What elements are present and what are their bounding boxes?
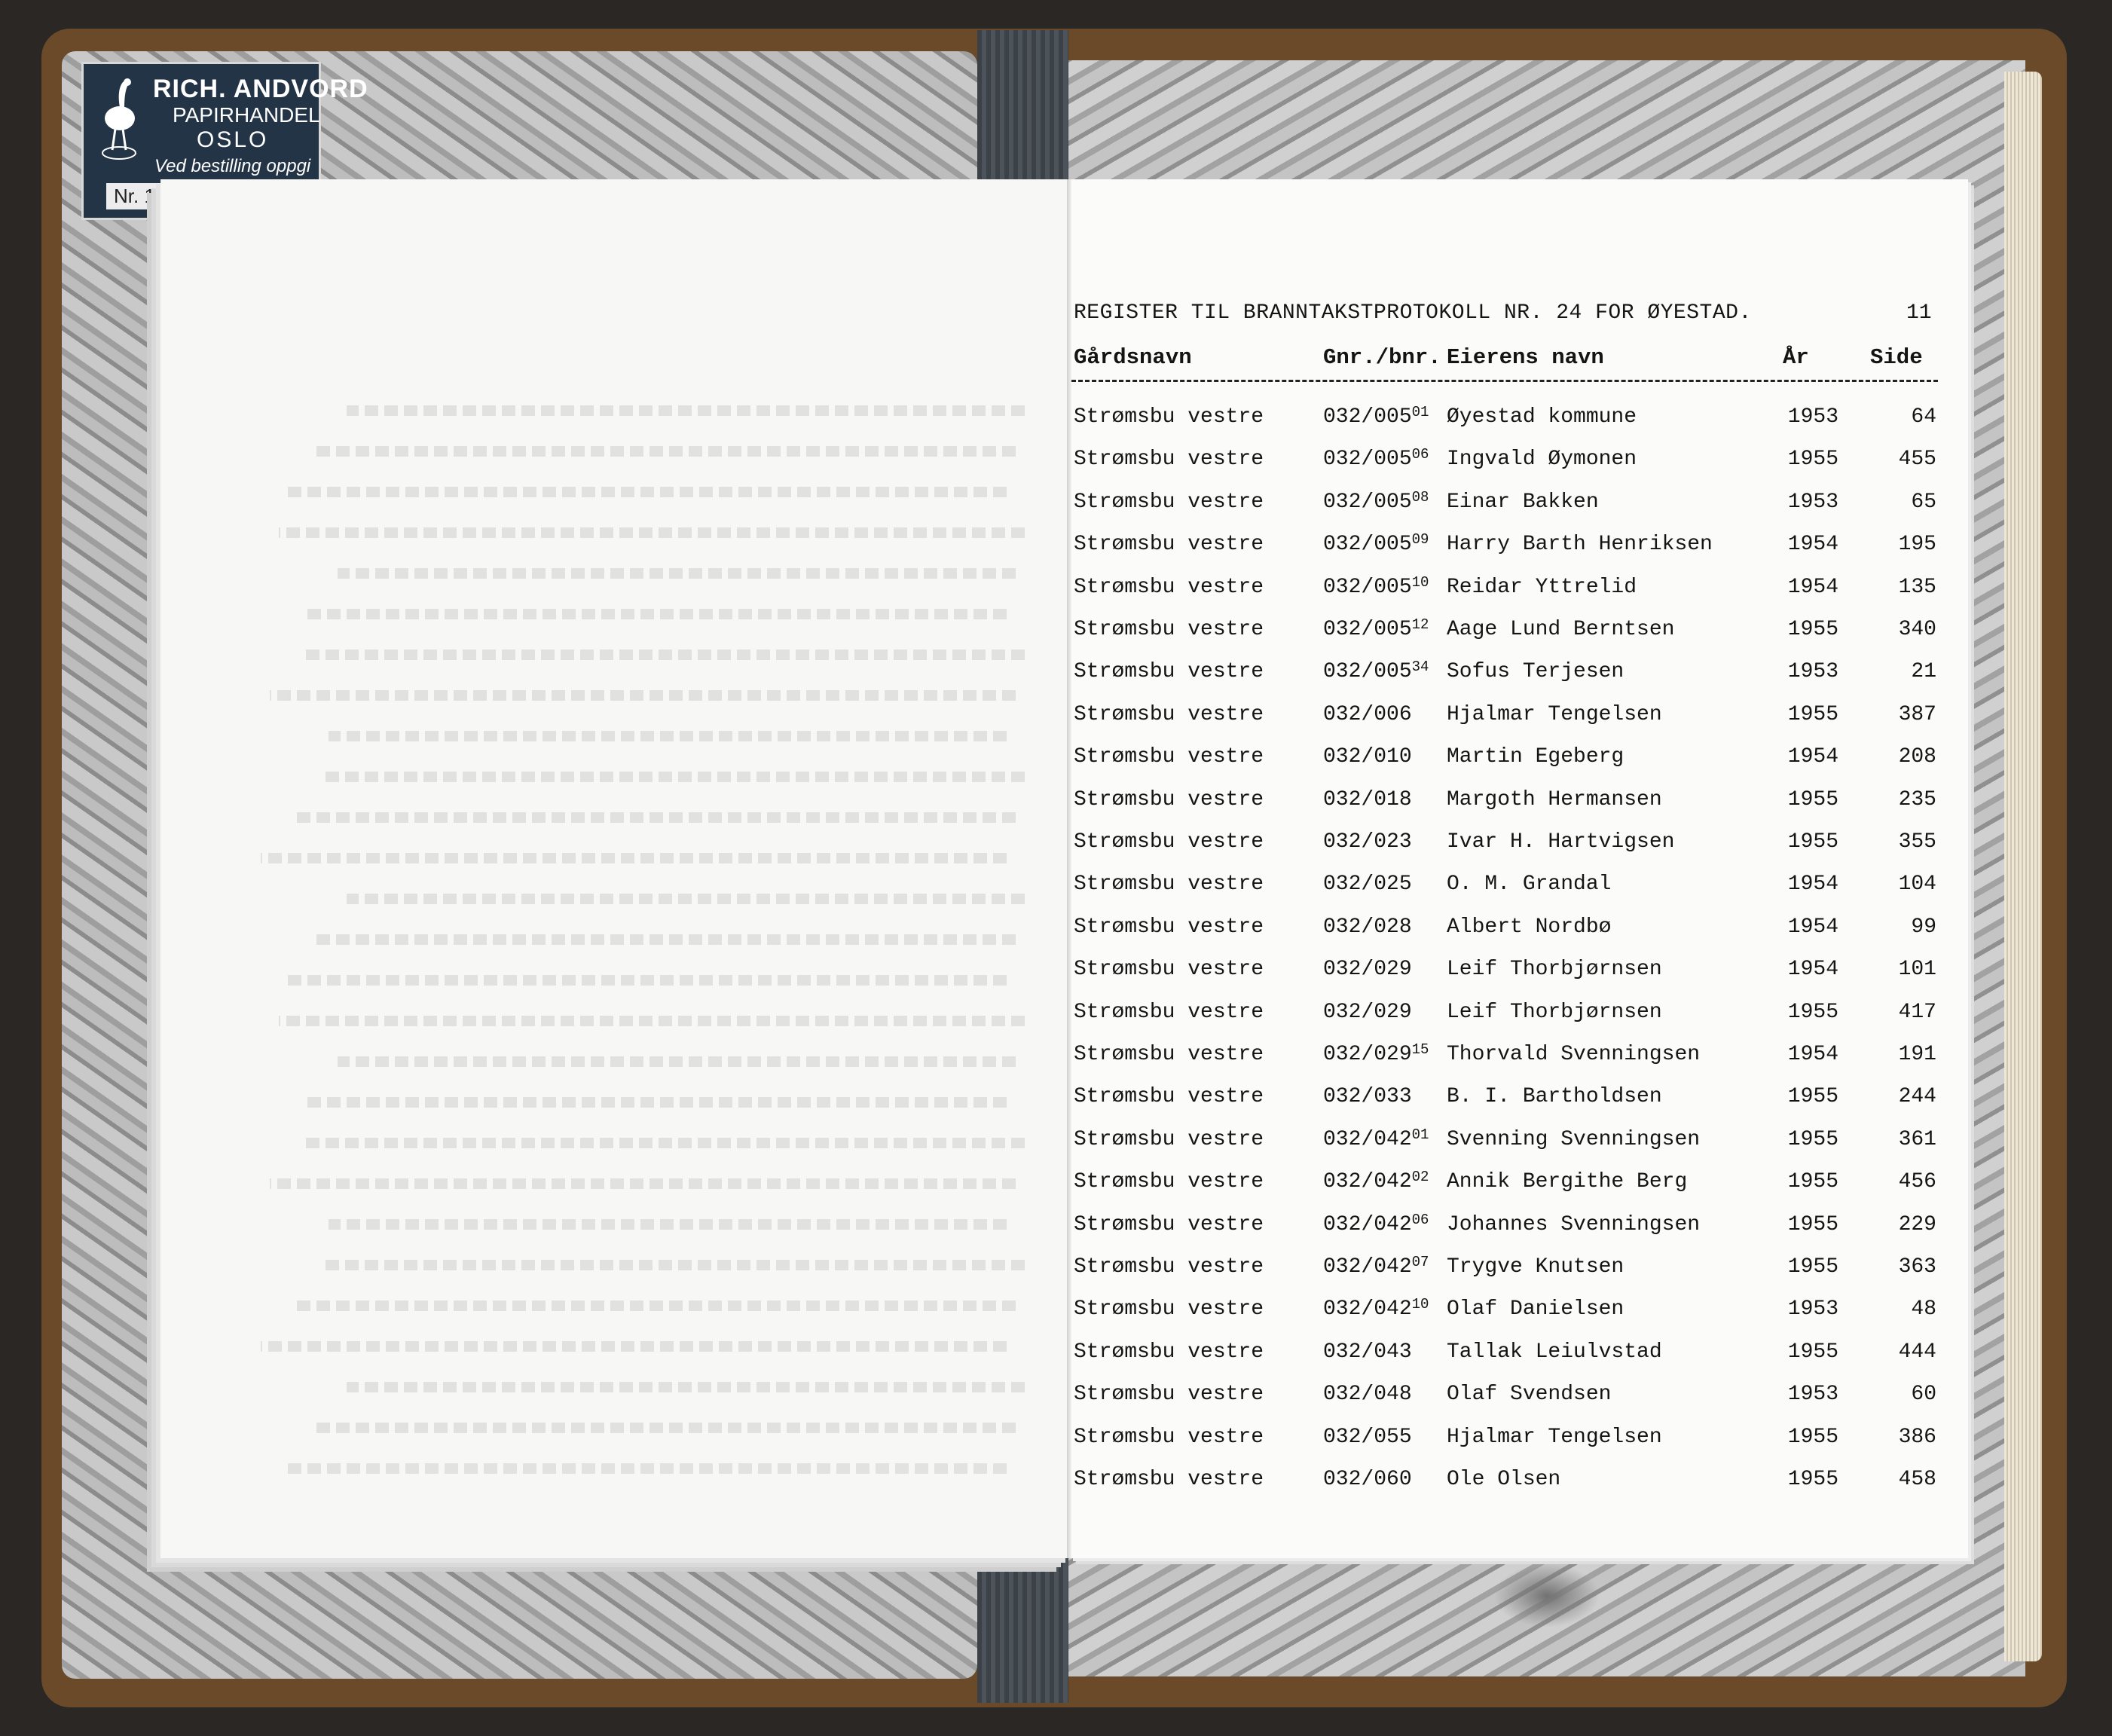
side-cell: 340	[1898, 618, 1936, 641]
farm-name-cell: Strømsbu vestre	[1074, 958, 1264, 981]
year-cell: 1953	[1787, 1383, 1838, 1406]
year-cell: 1953	[1787, 405, 1838, 429]
owner-name-cell: Martin Egeberg	[1447, 745, 1624, 769]
table-row	[0, 1213, 2112, 1243]
gnr-bnr-cell: 032/060	[1323, 1468, 1412, 1491]
column-header-owner: Eierens navn	[1447, 345, 1604, 370]
side-cell: 458	[1898, 1468, 1936, 1491]
side-cell: 60	[1911, 1383, 1936, 1406]
gnr-bnr-cell: 032/029	[1323, 1001, 1412, 1024]
table-row	[0, 1085, 2112, 1115]
column-header-gnr: Gnr./bnr.	[1323, 345, 1441, 370]
side-cell: 21	[1911, 660, 1936, 683]
gnr-bnr-cell: $032/042^{10}$	[1323, 1296, 1429, 1321]
table-row	[0, 405, 2112, 436]
table-row	[0, 618, 2112, 648]
table-row	[0, 1128, 2112, 1158]
gnr-suffix: 02	[1411, 1169, 1429, 1185]
owner-name-cell: Aage Lund Berntsen	[1447, 618, 1675, 641]
farm-name-cell: Strømsbu vestre	[1074, 1468, 1264, 1491]
year-cell: 1954	[1787, 745, 1838, 769]
table-row	[0, 1255, 2112, 1285]
gnr-bnr-cell: $032/005^{09}$	[1323, 531, 1429, 556]
year-cell: 1954	[1787, 576, 1838, 599]
farm-name-cell: Strømsbu vestre	[1074, 745, 1264, 769]
owner-name-cell: Harry Barth Henriksen	[1447, 533, 1713, 556]
side-cell: 244	[1898, 1085, 1936, 1108]
gnr-bnr-cell: 032/018	[1323, 788, 1412, 811]
gnr-suffix: 07	[1411, 1254, 1429, 1270]
table-row	[0, 1468, 2112, 1498]
owner-name-cell: B. I. Bartholdsen	[1447, 1085, 1662, 1108]
table-row	[0, 1043, 2112, 1073]
table-row	[0, 1426, 2112, 1456]
side-cell: 444	[1898, 1340, 1936, 1364]
year-cell: 1953	[1787, 491, 1838, 514]
farm-name-cell: Strømsbu vestre	[1074, 788, 1264, 811]
side-cell: 363	[1898, 1255, 1936, 1279]
owner-name-cell: Øyestad kommune	[1447, 405, 1637, 429]
bleedthrough-line	[301, 649, 1025, 660]
gnr-bnr-cell: 032/023	[1323, 830, 1412, 854]
farm-name-cell: Strømsbu vestre	[1074, 660, 1264, 683]
owner-name-cell: Margoth Hermansen	[1447, 788, 1662, 811]
gnr-bnr-cell: 032/043	[1323, 1340, 1412, 1364]
gnr-bnr-cell: 032/055	[1323, 1426, 1412, 1449]
table-row	[0, 830, 2112, 860]
gnr-bnr-cell: $032/005^{34}$	[1323, 659, 1429, 683]
side-cell: 99	[1911, 915, 1936, 939]
year-cell: 1955	[1787, 1340, 1838, 1364]
year-cell: 1954	[1787, 958, 1838, 981]
register-title: REGISTER TIL BRANNTAKSTPROTOKOLL NR. 24 FOR ØYESTAD.	[1074, 301, 1752, 325]
owner-name-cell: Einar Bakken	[1447, 491, 1599, 514]
year-cell: 1955	[1787, 1468, 1838, 1491]
header-rule	[1071, 380, 1938, 382]
owner-name-cell: Tallak Leiulvstad	[1447, 1340, 1662, 1364]
year-cell: 1955	[1787, 448, 1838, 471]
farm-name-cell: Strømsbu vestre	[1074, 1426, 1264, 1449]
year-cell: 1955	[1787, 1170, 1838, 1194]
farm-name-cell: Strømsbu vestre	[1074, 830, 1264, 854]
gnr-bnr-cell: $032/042^{07}$	[1323, 1254, 1429, 1279]
gnr-suffix: 15	[1411, 1041, 1429, 1058]
side-cell: 387	[1898, 703, 1936, 726]
gnr-suffix: 08	[1411, 489, 1429, 506]
table-row	[0, 660, 2112, 690]
owner-name-cell: Ivar H. Hartvigsen	[1447, 830, 1675, 854]
farm-name-cell: Strømsbu vestre	[1074, 1128, 1264, 1151]
bleedthrough-line	[270, 690, 1016, 701]
farm-name-cell: Strømsbu vestre	[1074, 703, 1264, 726]
farm-name-cell: Strømsbu vestre	[1074, 1340, 1264, 1364]
farm-name-cell: Strømsbu vestre	[1074, 491, 1264, 514]
label-city: OSLO	[197, 127, 269, 152]
farm-name-cell: Strømsbu vestre	[1074, 1170, 1264, 1194]
year-cell: 1954	[1787, 533, 1838, 556]
year-cell: 1955	[1787, 830, 1838, 854]
page-block-edge	[2004, 72, 2042, 1661]
table-row	[0, 1383, 2112, 1413]
table-row	[0, 576, 2112, 606]
side-cell: 191	[1898, 1043, 1936, 1066]
farm-name-cell: Strømsbu vestre	[1074, 1297, 1264, 1321]
table-row	[0, 491, 2112, 521]
owner-name-cell: Ingvald Øymonen	[1447, 448, 1637, 471]
owner-name-cell: Olaf Danielsen	[1447, 1297, 1624, 1321]
gnr-bnr-cell: 032/033	[1323, 1085, 1412, 1108]
table-row	[0, 1340, 2112, 1371]
side-cell: 229	[1898, 1213, 1936, 1236]
year-cell: 1954	[1787, 915, 1838, 939]
gnr-suffix: 01	[1411, 1126, 1429, 1143]
table-row	[0, 915, 2112, 946]
gnr-bnr-cell: $032/005^{12}$	[1323, 616, 1429, 641]
side-cell: 195	[1898, 533, 1936, 556]
gnr-suffix: 34	[1411, 659, 1429, 675]
farm-name-cell: Strømsbu vestre	[1074, 448, 1264, 471]
gnr-bnr-cell: $032/042^{01}$	[1323, 1126, 1429, 1151]
year-cell: 1955	[1787, 1213, 1838, 1236]
gnr-suffix: 12	[1411, 616, 1429, 633]
gnr-bnr-cell: $032/005^{10}$	[1323, 574, 1429, 599]
side-cell: 64	[1911, 405, 1936, 429]
gnr-bnr-cell: $032/005^{01}$	[1323, 404, 1429, 429]
owner-name-cell: Olaf Svendsen	[1447, 1383, 1612, 1406]
gnr-bnr-cell: 032/025	[1323, 873, 1412, 896]
gnr-bnr-cell: $032/029^{15}$	[1323, 1041, 1429, 1066]
table-row	[0, 745, 2112, 775]
page-number: 11	[1906, 301, 1932, 325]
table-row	[0, 448, 2112, 478]
side-cell: 101	[1898, 958, 1936, 981]
label-trade: PAPIRHANDEL	[173, 103, 320, 127]
year-cell: 1955	[1787, 1085, 1838, 1108]
gnr-bnr-cell: 032/028	[1323, 915, 1412, 939]
gnr-bnr-cell: 032/029	[1323, 958, 1412, 981]
owner-name-cell: Leif Thorbjørnsen	[1447, 1001, 1662, 1024]
owner-name-cell: O. M. Grandal	[1447, 873, 1612, 896]
gnr-bnr-cell: $032/042^{02}$	[1323, 1169, 1429, 1194]
year-cell: 1955	[1787, 1426, 1838, 1449]
side-cell: 208	[1898, 745, 1936, 769]
gnr-bnr-cell: 032/006	[1323, 703, 1412, 726]
owner-name-cell: Annik Bergithe Berg	[1447, 1170, 1688, 1194]
owner-name-cell: Hjalmar Tengelsen	[1447, 1426, 1662, 1449]
farm-name-cell: Strømsbu vestre	[1074, 915, 1264, 939]
farm-name-cell: Strømsbu vestre	[1074, 576, 1264, 599]
owner-name-cell: Sofus Terjesen	[1447, 660, 1624, 683]
year-cell: 1953	[1787, 660, 1838, 683]
year-cell: 1954	[1787, 873, 1838, 896]
farm-name-cell: Strømsbu vestre	[1074, 618, 1264, 641]
year-cell: 1953	[1787, 1297, 1838, 1321]
gnr-suffix: 01	[1411, 404, 1429, 420]
farm-name-cell: Strømsbu vestre	[1074, 1085, 1264, 1108]
table-row	[0, 873, 2112, 903]
gnr-suffix: 09	[1411, 531, 1429, 548]
year-cell: 1954	[1787, 1043, 1838, 1066]
ostrich-logo-icon	[97, 75, 141, 165]
table-row	[0, 1001, 2112, 1031]
column-header-farm: Gårdsnavn	[1074, 345, 1192, 370]
label-company: RICH. ANDVORD	[153, 75, 368, 103]
label-number: Nr. 1	[106, 183, 227, 209]
owner-name-cell: Trygve Knutsen	[1447, 1255, 1624, 1279]
gnr-suffix: 10	[1411, 574, 1429, 591]
table-row	[0, 1170, 2112, 1200]
farm-name-cell: Strømsbu vestre	[1074, 533, 1264, 556]
column-header-year: År	[1783, 345, 1809, 370]
farm-name-cell: Strømsbu vestre	[1074, 405, 1264, 429]
gnr-bnr-cell: 032/010	[1323, 745, 1412, 769]
column-header-side: Side	[1870, 345, 1923, 370]
year-cell: 1955	[1787, 1001, 1838, 1024]
year-cell: 1955	[1787, 1128, 1838, 1151]
owner-name-cell: Thorvald Svenningsen	[1447, 1043, 1701, 1066]
farm-name-cell: Strømsbu vestre	[1074, 1001, 1264, 1024]
gnr-bnr-cell: $032/042^{06}$	[1323, 1212, 1429, 1236]
owner-name-cell: Albert Nordbø	[1447, 915, 1612, 939]
side-cell: 48	[1911, 1297, 1936, 1321]
owner-name-cell: Svenning Svenningsen	[1447, 1128, 1701, 1151]
label-note: Ved bestilling oppgi	[154, 156, 311, 176]
owner-name-cell: Leif Thorbjørnsen	[1447, 958, 1662, 981]
side-cell: 355	[1898, 830, 1936, 854]
side-cell: 135	[1898, 576, 1936, 599]
owner-name-cell: Johannes Svenningsen	[1447, 1213, 1701, 1236]
side-cell: 235	[1898, 788, 1936, 811]
table-row	[0, 958, 2112, 988]
gnr-suffix: 06	[1411, 1212, 1429, 1228]
table-row	[0, 1297, 2112, 1328]
year-cell: 1955	[1787, 788, 1838, 811]
owner-name-cell: Ole Olsen	[1447, 1468, 1561, 1491]
side-cell: 456	[1898, 1170, 1936, 1194]
owner-name-cell: Hjalmar Tengelsen	[1447, 703, 1662, 726]
gnr-bnr-cell: $032/005^{08}$	[1323, 489, 1429, 514]
side-cell: 65	[1911, 491, 1936, 514]
gnr-suffix: 06	[1411, 446, 1429, 463]
side-cell: 417	[1898, 1001, 1936, 1024]
gnr-bnr-cell: $032/005^{06}$	[1323, 446, 1429, 471]
table-row	[0, 533, 2112, 563]
table-row	[0, 788, 2112, 818]
farm-name-cell: Strømsbu vestre	[1074, 1213, 1264, 1236]
table-row	[0, 703, 2112, 733]
gnr-bnr-cell: 032/048	[1323, 1383, 1412, 1406]
farm-name-cell: Strømsbu vestre	[1074, 1383, 1264, 1406]
year-cell: 1955	[1787, 703, 1838, 726]
side-cell: 104	[1898, 873, 1936, 896]
gnr-suffix: 10	[1411, 1296, 1429, 1313]
year-cell: 1955	[1787, 1255, 1838, 1279]
farm-name-cell: Strømsbu vestre	[1074, 1043, 1264, 1066]
side-cell: 455	[1898, 448, 1936, 471]
year-cell: 1955	[1787, 618, 1838, 641]
side-cell: 361	[1898, 1128, 1936, 1151]
farm-name-cell: Strømsbu vestre	[1074, 873, 1264, 896]
farm-name-cell: Strømsbu vestre	[1074, 1255, 1264, 1279]
side-cell: 386	[1898, 1426, 1936, 1449]
owner-name-cell: Reidar Yttrelid	[1447, 576, 1637, 599]
